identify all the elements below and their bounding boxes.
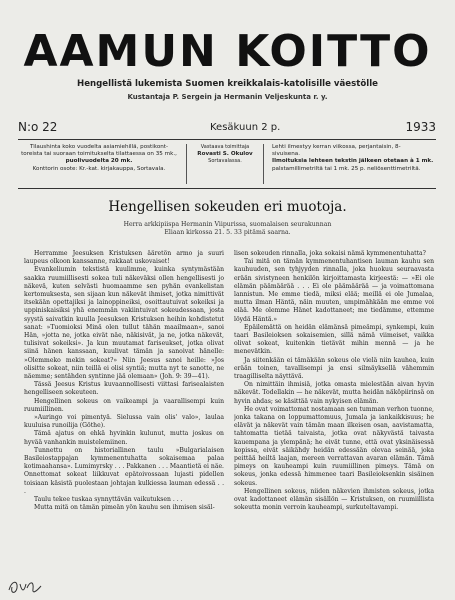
article-headline: Hengellisen sokeuden eri muotoja. (108, 199, 347, 215)
subscription-line: Konttorin osote: Kr.-kat. kirjakauppa, Sortavala. (32, 165, 166, 172)
editor-name: Rovasti S. Okulov (197, 151, 253, 158)
editor-location: Sortavalassa. (208, 158, 242, 165)
subscription-line: toreista tai suoraan toimitukselta tilattaessa on 35 mk., (21, 151, 177, 158)
article-byline (0, 221, 455, 237)
paragraph: He ovat voimattomat nostamaan sen tumman verhon tuonne, jonka takana on loppumattomuus, Jumala ja iankaikkisuus; he elävät ja näkevät vain tämän maan ilkeisen osan, aavistamatta, tahtomatta tietää taivaista, jotka ovat näkyvästä taivasta kauempana ja ylempänä; he eivät tunne, että ovat yksinäisessä kopissa, eivät säikähdy heidän edessään olevaa seinää, joka peittää heiltä laajan, mereen verrattavan avaran elämän. Tämä pimeys on kauheampi kuin ruumiillinen pimeys. Tämä on sokeus, jonka edessä himmenee taari Basileioksenkin sisäinen sokeus. (234, 405, 434, 487)
paragraph: Tämä ajatus on ehkä hyvinkin kulunut, mutta joskus on hyvää vanhankin muistelemiinen. (24, 430, 224, 446)
issue-row (18, 120, 436, 136)
publication-line: Ilmoituksia lehteen tekstin jälkeen otetaan à 1 mk. (272, 158, 434, 165)
paragraph: Mutta mitä on tämän pimeän yön kauhu sen ihmisen sisäl- (34, 504, 215, 512)
subscription-line: Tilaushinta koko vuodelta asiamiehillä, postikont- (29, 144, 169, 150)
issue-number: N:o 22 (18, 120, 58, 134)
paragraph: lisen sokeuden rinnalla, joka sokaisi nämä kymmenentuhatta? (234, 250, 426, 257)
editor-info (186, 144, 264, 184)
article-column-right (234, 250, 434, 600)
paragraph: Tässä Jeesus Kristus kuvaannollisesti viittasi farisealaisten hengelliseen sokeuteen. (24, 381, 224, 397)
subscription-line: puolivuodelta 20 mk. (65, 158, 133, 165)
paragraph: »Auringo voi pimentyä. Sielussa vain olis' valo», laulaa kuuluisa runoilija (Göthe). (24, 414, 224, 430)
paragraph: Herramme Jeesuksen Kristuksen ääretön armo ja suuri laupeus olkoon kanssanne, rakkaat uskovaiset! (24, 250, 224, 266)
masthead-title: AAMUN KOITTO (23, 26, 432, 77)
paragraph: Hengellinen sokeus, niiden näkevien ihmisten sokeus, jotka ovat kadottaneet elämän sisällön — Kristuksen, on ruumiillista sokeutta monin verroin kauheampi, surkuteltavampi. (234, 487, 434, 512)
publication-line: palstamillimetriltä tai 1 mk. 25 p. neliösenttimetriltä. (272, 165, 421, 172)
subscription-info (18, 144, 180, 184)
byline-line: Herra arkkipiispa Hermanin Viipurissa, suomalaisen seurakunnan (123, 221, 332, 228)
publication-line: Lehti ilmestyy kerran viikossa, perjantaisin, 8- (272, 144, 401, 150)
paragraph: On nimittäin ihmisiä, jotka omasta mielestään aivan hyvin näkevät. Todellakin — he näkevät, mutta heidän näköpiirinsä on hyvin ahdas; se käsittää vain nykyisen elämän. (234, 381, 434, 405)
masthead-publisher: Kustantaja P. Sergein ja Hermanin Veljeskunta r. y. (127, 93, 328, 101)
paragraph: Hengellinen sokeus on vaikeampi ja vaarallisempi kuin ruumiillinen. (24, 397, 224, 413)
paragraph: Ja siitenkään ei tämäkään sokeus ole vielä niin kauhea, kuin erään toinen, tavallisempi ja ensi silmäyksellä vähemmin traagilliselta näyttävä. (234, 356, 434, 381)
paragraph: Epäilemättä on heidän elämänsä pimeämpi, synkempi, kuin taari Basileioksen sokaisemien, sillä nämä viimeiset, vaikka olivat sokeat, kuitenkin tietävät mihin mennä — ja he menevätkin. (234, 323, 434, 356)
paragraph: Tunnettu on historiallinen taulu »Bulgarialaisen Basileiostappajan kymmenentuhatta sokaisemaa palaa kotimaahansa». Lumimyrsky . . . Pakkanen . . . Maantietä ei näe. Onnettomat sokeat liikkuvat epätoivossaan lujasti pidellen toisiaan käsistä puolestaan johtajan kulkiessa lauman edessä . . . (24, 446, 224, 495)
paragraph: Tai mitä on tämän kymmenentuhantisen lauman kauhu sen kauhuuden, sen tyhjyyden rinnalla, joka huokuu seuraavasta erään sivistyneen henkilön kirjoittamasta kirjeestä: — »Ei ole elämän päämäärää . . . Ei ole päämäärää — ja voimattomana lannistun. Me emme tiedä, miksi elää; meillä ei ole Jumalaa, mutta ilman Häntä, näin muuten, umpimähkään me emme voi elää. Me olemme Hänet kadottaneet; me tiedämme, ettemme löydä Häntä.» (234, 258, 434, 323)
publication-line: sivuisena. (272, 151, 300, 158)
paragraph: Evankeliumin tekstistä kuulimme, kuinka syntymästään saakka ruumiillisesti sokea tuli näkeväksi ollen hengellisesti jo näkevä, kuten selvästi huomaamme sen pyhän evankelistan kertomuksesta, sen sijaan kun näkevät ihmiset, jotka nimittivät itsekään opettajiksi ja lainoppineiksi, osoittautuivat sokeiksi ja uppiniskaisiksi yhä enemmän vakiintuivat sokeudessaan, josta syystä saivatkin kuulla Jeesuksen Kristuksen heihin kohdistetut sanat: »Tuomioksi Minä olen tullut tähän maailmaan», sanoi Hän, »jotta ne, jotka eivät näe, näkisivät, ja ne, jotka näkevät, tulisivat sokeiksi». Ja kun muutamat fariseukset, jotka olivat siinä hänen kanssaan, kuulivat tämän ja sanoivat hänelle: »Olemmeko mekin sokeat?» Niin Jeesus sanoi heille: »Jos olisitte sokeat, niin teillä ei olisi syntiä; mutta nyt te sanotte, ne näemme; sentähden syntinne jää olemaan» (Joh. 9: 39—41). (24, 266, 224, 381)
handwritten-signature (6, 572, 46, 598)
editor-label: Vastaava toimittaja (200, 144, 250, 150)
article-column-left (24, 250, 224, 600)
bottom-rule (18, 188, 436, 189)
byline-line: Eliaan kirkossa 21. 5. 33 pitämä saarna. (164, 229, 291, 236)
top-rule (18, 139, 436, 140)
masthead-subtitle: Hengellistä lukemista Suomen kreikkalais-katolisille väestölle (77, 79, 378, 89)
issue-year: 1933 (405, 120, 436, 134)
paragraph: Taulu tekee tuskaa synnyttävän vaikutuksen . . . (34, 496, 183, 504)
publication-info (268, 144, 436, 184)
issue-date: Kesäkuun 2 p. (210, 122, 281, 133)
